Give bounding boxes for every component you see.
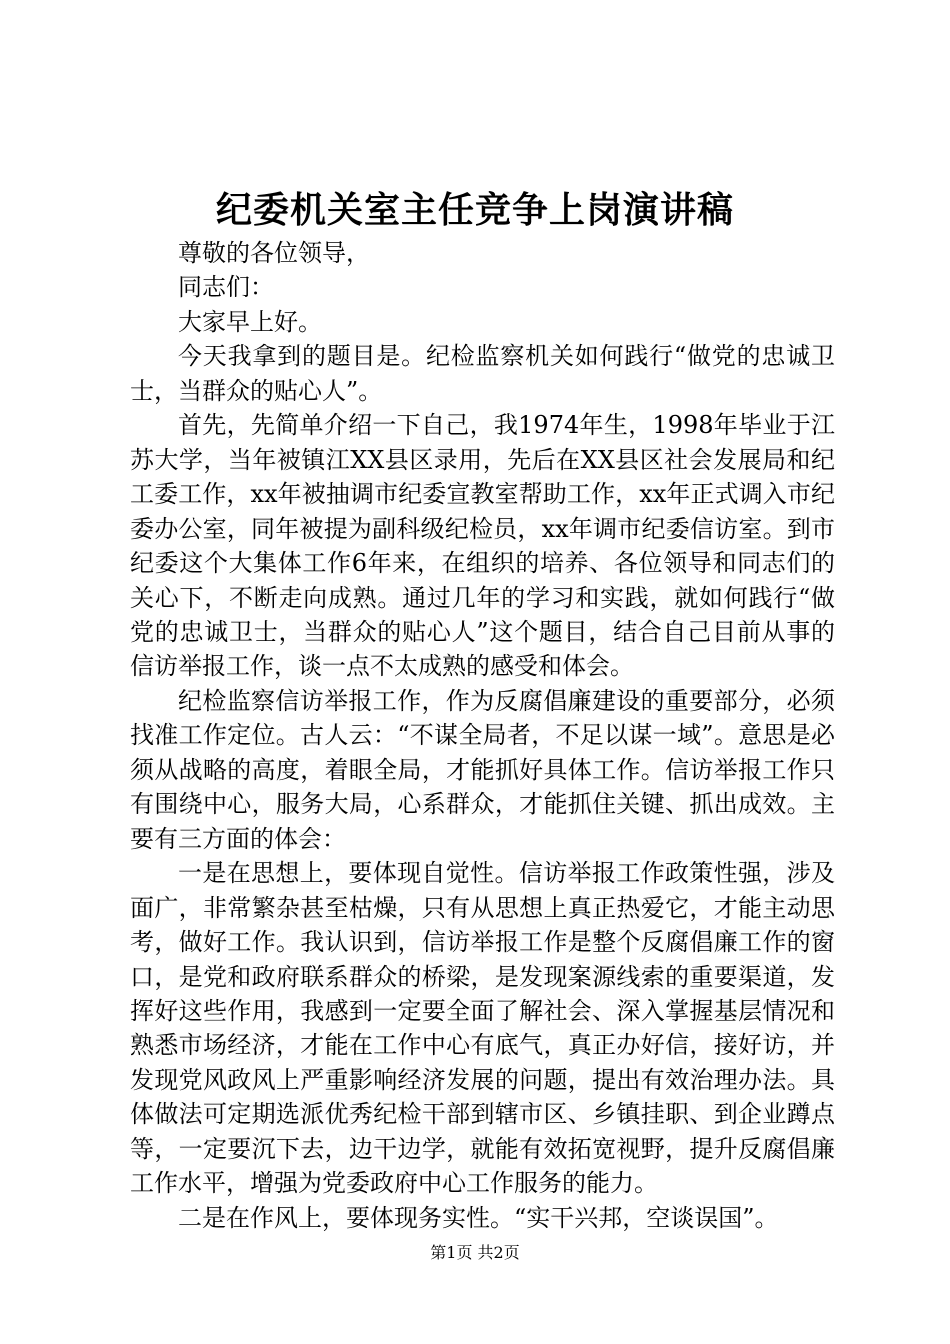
page-number-footer: 第1页 共2页 (430, 1243, 520, 1262)
salutation-comrades: 同志们： (178, 273, 274, 302)
document-title: 纪委机关室主任竞争上岗演讲稿 (215, 189, 734, 231)
greeting: 大家早上好。 (178, 307, 322, 336)
document-body (130, 236, 835, 1235)
paragraph-topic: 今天我拿到的题目是。纪检监察机关如何践行“做党的忠诚卫士，当群众的贴心人”。 (130, 342, 835, 405)
paragraph-positioning: 纪检监察信访举报工作，作为反腐倡廉建设的重要部分，必须找准工作定位。古人云：“不谋全局者，不足以谋一域”。意思是必须从战略的高度，着眼全局，才能抓好具体工作。信访举报工作只有围绕中心，服务大局，心系群众，才能抓住关键、抓出成效。主要有三方面的体会： (130, 686, 835, 853)
paragraph-point-two: 二是在作风上，要体现务实性。“实干兴邦，空谈误国”。 (178, 1203, 779, 1232)
paragraph-self-intro: 首先，先简单介绍一下自己，我1974年生，1998年毕业于江苏大学，当年被镇江XX县区录用，先后在XX县区社会发展局和纪工委工作，xx年被抽调市纪委宣教室帮助工作，xx年正式调入市纪委办公室，同年被提为副科级纪检员，xx年调市纪委信访室。到市纪委这个大集体工作6年来，在组织的培养、各位领导和同志们的关心下，不断走向成熟。通过几年的学习和实践，就如何践行“做党的忠诚卫士，当群众的贴心人”这个题目，结合自己目前从事的信访举报工作，谈一点不太成熟的感受和体会。 (130, 411, 835, 681)
salutation-leaders: 尊敬的各位领导， (178, 239, 370, 267)
paragraph-point-one: 一是在思想上，要体现自觉性。信访举报工作政策性强，涉及面广，非常繁杂甚至枯燥，只有从思想上真正热爱它，才能主动思考，做好工作。我认识到，信访举报工作是整个反腐倡廉工作的窗口，是党和政府联系群众的桥梁，是发现案源线索的重要渠道，发挥好这些作用，我感到一定要全面了解社会、深入掌握基层情况和熟悉市场经济，才能在工作中心有底气，真正办好信，接好访，并发现党风政风上严重影响经济发展的问题，提出有效治理办法。具体做法可定期选派优秀纪检干部到辖市区、乡镇挂职、到企业蹲点等，一定要沉下去，边干边学，就能有效拓宽视野，提升反腐倡廉工作水平，增强为党委政府中心工作服务的能力。 (130, 859, 835, 1198)
